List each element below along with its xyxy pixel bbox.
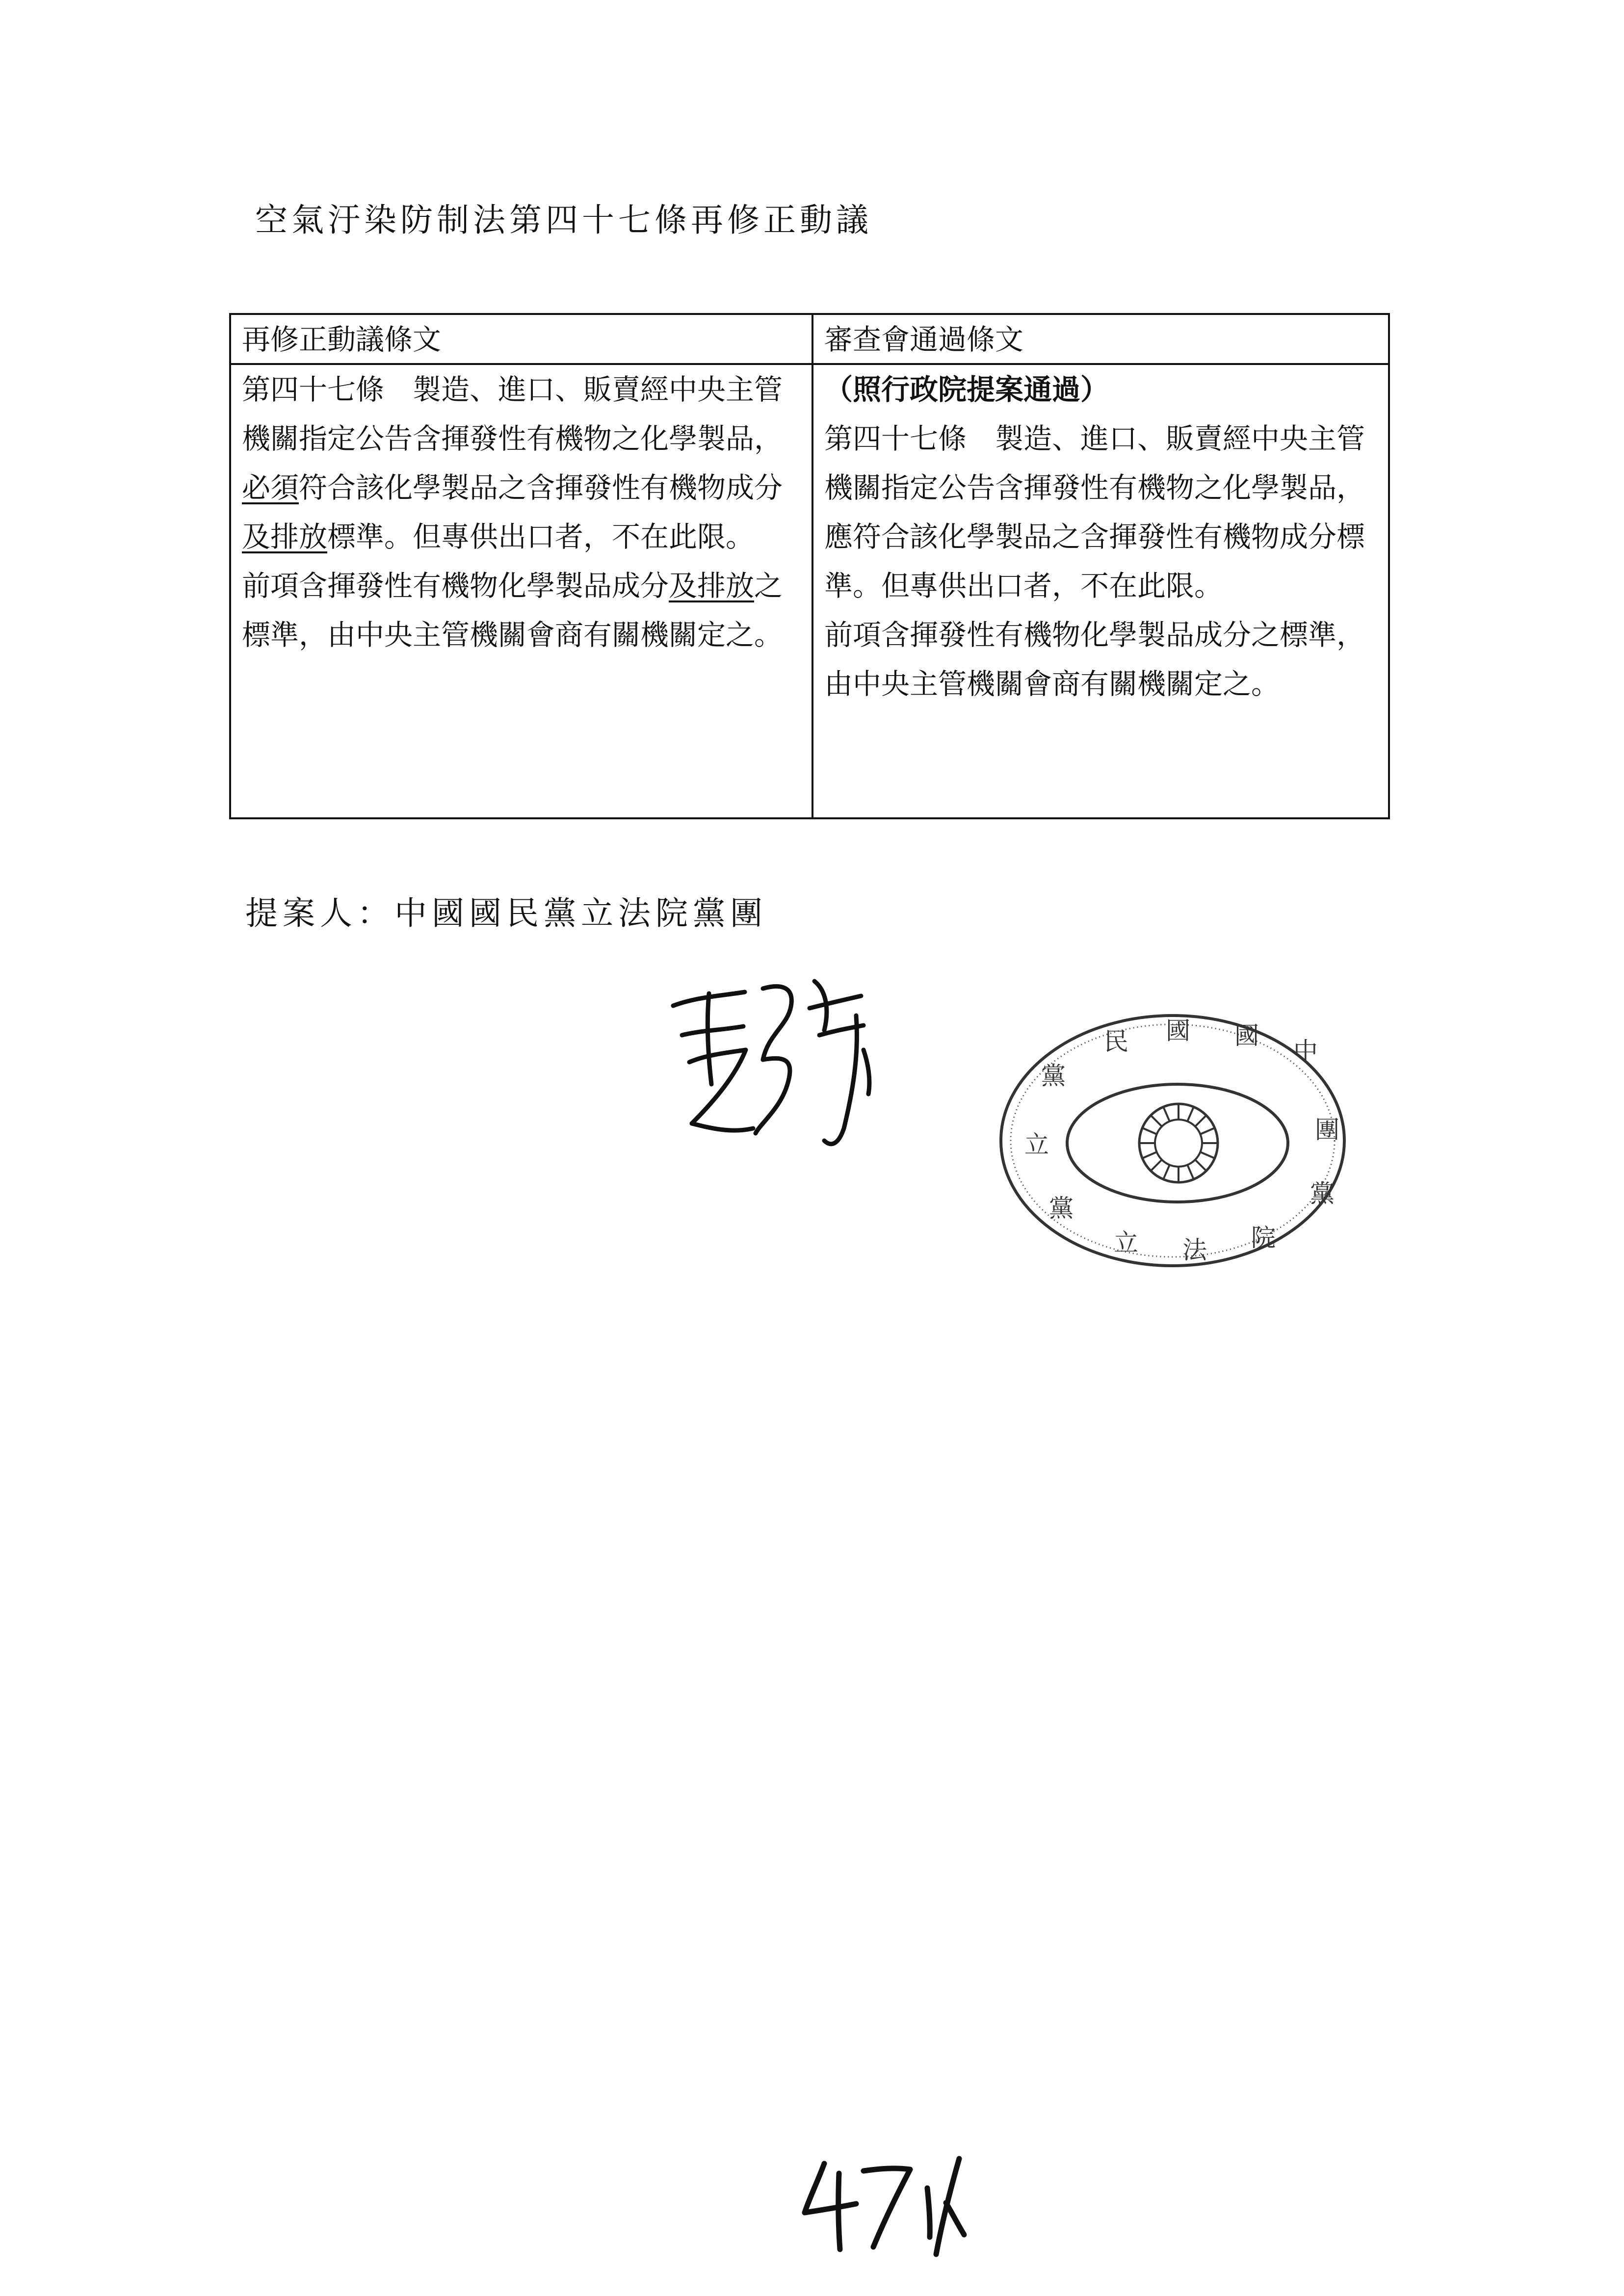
svg-text:法: 法 [1182,1236,1207,1264]
handwritten-page-number-icon [795,2149,971,2262]
svg-text:院: 院 [1251,1224,1276,1252]
seal-icon [996,1011,1349,1271]
svg-text:黨: 黨 [1049,1194,1074,1223]
signature-icon [662,962,898,1173]
svg-text:團: 團 [1315,1116,1339,1144]
svg-text:民: 民 [1104,1027,1128,1056]
svg-text:立: 立 [1114,1228,1138,1257]
column-header-revised-motion: 再修正動議條文 [230,314,812,364]
committee-paragraph-1: 第四十七條 製造、進口、販賣經中央主管機關指定公告含揮發性有機物之化學製品，應符合該化學製品之含揮發性有機物成分標準。但專供出口者，不在此限。 [824,422,1365,602]
revised-p1-text-a: 第四十七條 製造、進口、販賣經中央主管機關指定公告含揮發性有機物之化學製品， [242,373,783,455]
revised-paragraph-1 [242,365,802,561]
revised-p1-text-e: 標準。但專供出口者，不在此限。 [327,520,755,553]
svg-text:國: 國 [1166,1017,1190,1045]
revised-p2-text-a: 前項含揮發性有機物化學製品成分 [242,569,669,602]
svg-text:黨: 黨 [1041,1062,1066,1090]
svg-text:立: 立 [1024,1130,1049,1159]
table-header-row [230,314,1389,364]
committee-note: （照行政院提案通過） [824,373,1109,406]
amendment-table [229,313,1390,819]
revised-paragraph-2 [242,561,802,659]
svg-text:國: 國 [1234,1021,1259,1050]
revised-p1-underlined-must: 必須 [242,471,299,504]
committee-paragraph-2: 前項含揮發性有機物化學製品成分之標準，由中央主管機關會商有關機關定之。 [824,618,1365,701]
revised-p2-text-c: 之標準，由中央主管機關會商有關機關定之。 [242,569,783,652]
revised-p1-text-c: 符合該化學製品之含揮發性有機物成分 [299,471,783,504]
document-title: 空氣汙染防制法第四十七條再修正動議 [255,201,872,239]
column-header-committee-passed: 審查會通過條文 [812,314,1389,364]
proposer-line: 提案人：中國國民黨立法院黨團 [245,894,767,932]
svg-text:中: 中 [1293,1037,1318,1066]
table-row [230,364,1389,818]
committee-passed-cell [812,364,1389,818]
svg-text:黨: 黨 [1310,1179,1335,1208]
revised-p1-underlined-emission: 及排放 [242,520,328,553]
revised-motion-cell [230,364,812,818]
revised-p2-underlined-emission: 及排放 [669,569,755,602]
